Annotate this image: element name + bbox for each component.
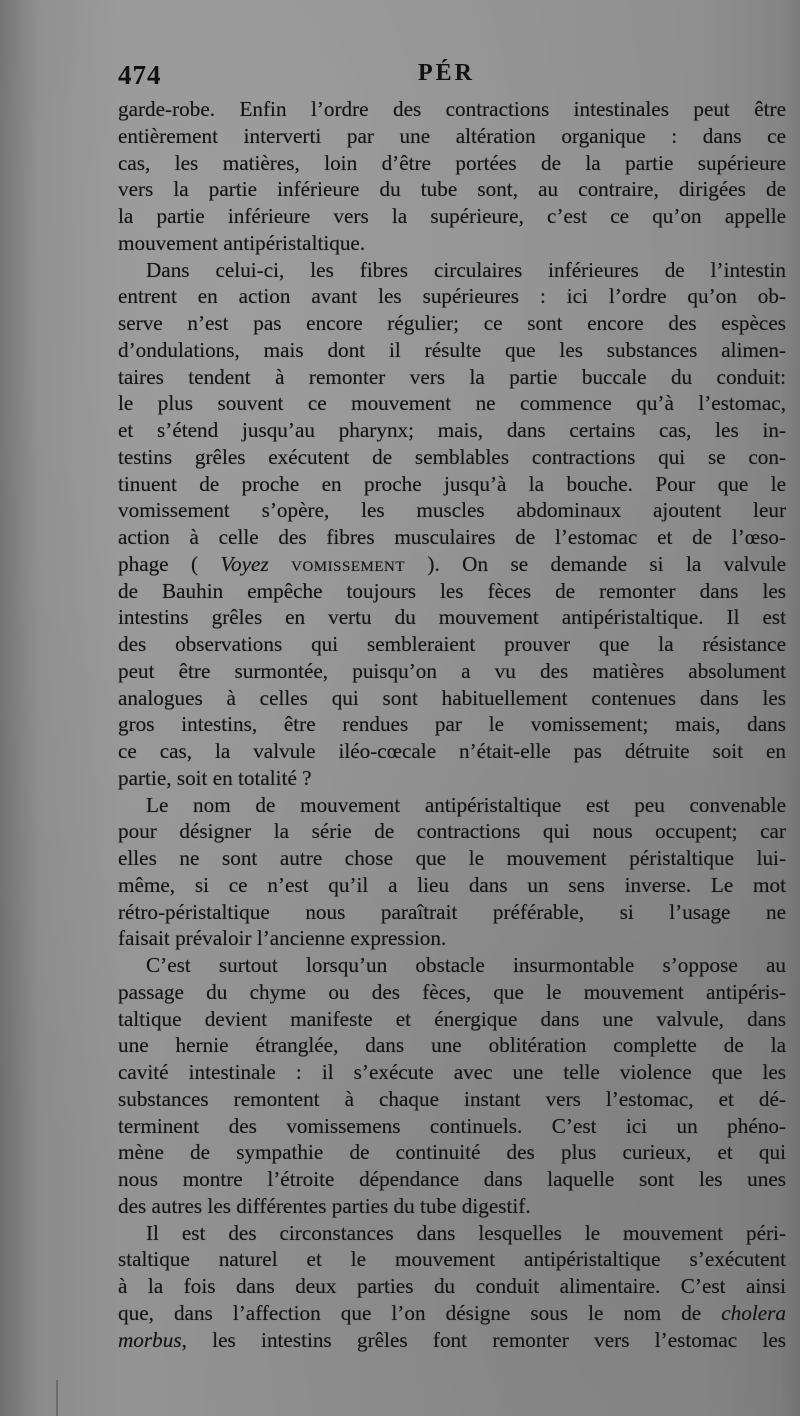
text-line: cas, les matières, loin d’être portées de la partie supérieure xyxy=(118,150,786,175)
text-line: terminent des vomissemens continuels. C’est ici un phéno- xyxy=(118,1113,786,1138)
text-line: gros intestins, être rendues par le vomissement; mais, dans xyxy=(118,712,786,737)
text-line: action à celle des fibres musculaires de l’estomac et de l’œso- xyxy=(118,525,786,549)
text-line: de Bauhin empêche toujours les fèces de remonter dans les xyxy=(118,578,786,603)
page-edge-mark xyxy=(56,1380,58,1416)
running-head: PÉR xyxy=(418,60,475,86)
page-number: 474 xyxy=(118,60,162,90)
text-line: tinuent de proche en proche jusqu’à la bouche. Pour que le xyxy=(118,471,786,496)
text-line: faisait prévaloir l’ancienne expression. xyxy=(118,926,447,951)
text-line: garde-robe. Enfin l’ordre des contractions intestinales peut être xyxy=(118,97,786,121)
text-line: des observations qui sembleraient prouver que la résistance xyxy=(118,632,786,656)
text-line: intestins grêles en vertu du mouvement antipéristaltique. Il est xyxy=(118,605,786,630)
text-line: mouvement antipéristaltique. xyxy=(118,230,366,255)
text-line: le plus souvent ce mouvement ne commence qu’à l’estomac, xyxy=(118,391,786,416)
text-line: rétro-péristaltique nous paraîtrait préférable, si l’usage ne xyxy=(118,899,786,924)
text-line: vomissement s’opère, les muscles abdominaux ajoutent leur xyxy=(118,498,786,523)
text-line: analogues à celles qui sont habituellement contenues dans les xyxy=(118,685,786,710)
text-line: pour désigner la série de contractions qui nous occupent; car xyxy=(118,819,786,844)
text-line: serve n’est pas encore régulier; ce sont encore des espèces xyxy=(118,311,786,335)
text-line: C’est surtout lorsqu’un obstacle insurmontable s’oppose au xyxy=(146,953,786,977)
text-line: nous montre l’étroite dépendance dans laquelle sont les unes xyxy=(118,1167,786,1191)
text-line: testins grêles exécutent de semblables contractions qui se con- xyxy=(118,444,786,469)
text-line: Le nom de mouvement antipéristaltique est peu convenable xyxy=(146,792,786,817)
text-line: Il est des circonstances dans lesquelles le mouvement péri- xyxy=(146,1220,786,1245)
text-line: staltique naturel et le mouvement antipéristaltique s’exécutent xyxy=(118,1247,786,1272)
text-line: partie, soit en totalité ? xyxy=(118,765,312,790)
text-line: morbus, les intestins grêles font remonter vers l’estomac les xyxy=(118,1327,786,1352)
text-line: mène de sympathie de continuité des plus curieux, et qui xyxy=(118,1140,786,1165)
text-line: que, dans l’affection que l’on désigne sous le nom de cholera xyxy=(118,1300,786,1325)
text-line: passage du chyme ou des fèces, que le mouvement antipéris- xyxy=(118,979,786,1004)
text-line: d’ondulations, mais dont il résulte que les substances alimen- xyxy=(118,337,786,362)
text-line: même, si ce n’est qu’il a lieu dans un sens inverse. Le mot xyxy=(118,872,786,897)
text-line: et s’étend jusqu’au pharynx; mais, dans certains cas, les in- xyxy=(118,418,786,442)
text-line: vers la partie inférieure du tube sont, au contraire, dirigées de xyxy=(118,177,786,202)
text-line: une hernie étranglée, dans une oblitération complette de la xyxy=(118,1033,786,1058)
text-line: elles ne sont autre chose que le mouvement péristaltique lui- xyxy=(118,846,786,870)
body-text xyxy=(118,96,786,1353)
page-header xyxy=(118,60,788,96)
text-line: cavité intestinale : il s’exécute avec une telle violence que les xyxy=(118,1060,786,1084)
text-line: entièrement interverti par une altération organique : dans ce xyxy=(118,123,786,148)
text-line: phage ( Voyez vomissement ). On se demande si la valvule xyxy=(118,551,787,576)
text-line: taires tendent à remonter vers la partie buccale du conduit: xyxy=(118,364,786,389)
text-line: Dans celui-ci, les fibres circulaires inférieures de l’intestin xyxy=(146,257,786,282)
text-line: la partie inférieure vers la supérieure, c’est ce qu’on appelle xyxy=(118,204,786,228)
text-line: ce cas, la valvule iléo-cœcale n’était-elle pas détruite soit en xyxy=(118,739,786,763)
text-line: taltique devient manifeste et énergique dans une valvule, dans xyxy=(118,1006,786,1031)
text-line: substances remontent à chaque instant vers l’estomac, et dé- xyxy=(118,1086,786,1111)
text-line: peut être surmontée, puisqu’on a vu des matières absolument xyxy=(118,658,786,683)
text-line: à la fois dans deux parties du conduit alimentaire. C’est ainsi xyxy=(118,1274,786,1298)
text-line: des autres les différentes parties du tube digestif. xyxy=(118,1193,531,1218)
text-line: entrent en action avant les supérieures : ici l’ordre qu’on ob- xyxy=(118,284,786,309)
